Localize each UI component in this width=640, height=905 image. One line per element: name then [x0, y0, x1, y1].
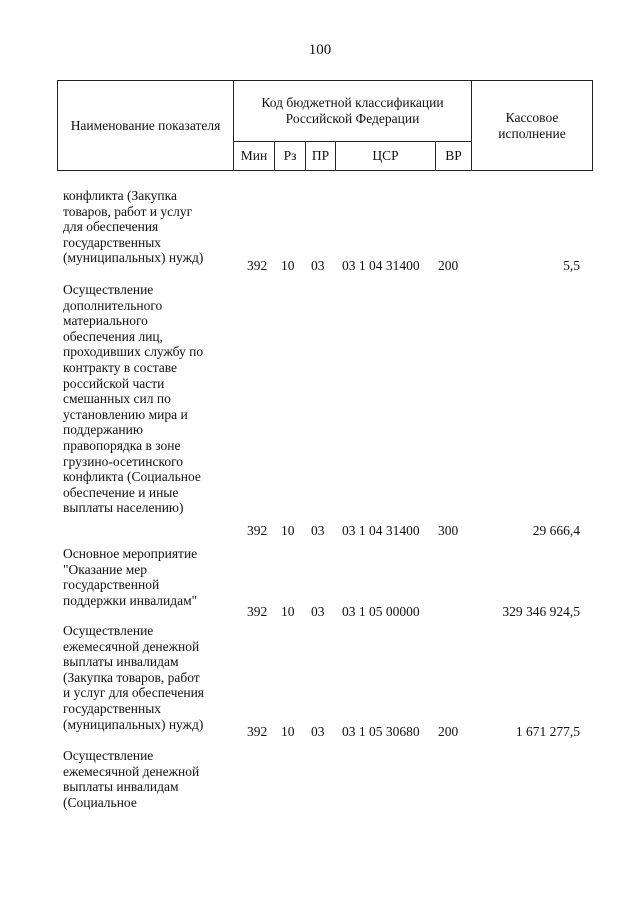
row-name: Основное мероприятие "Оказание мер государственной поддержки инвалидам" [63, 546, 198, 608]
row-name: Осуществление ежемесячной денежной выплаты инвалидам (Закупка товаров, работ и услуг для обеспечения государственных (муниципальных) нужд) [63, 623, 205, 732]
row-rz: 10 [281, 604, 295, 619]
row-csr: 03 1 04 31400 [342, 258, 420, 273]
row-pr: 03 [311, 523, 325, 538]
header-pr: ПР [306, 142, 336, 171]
row-vr: 300 [438, 523, 459, 538]
row-name: Осуществление дополнительного материального обеспечения лиц, проходивших службу по контракту в составе российской части смешанных сил по установлению мира и поддержанию правопорядка в зоне грузино-осетинского конфликта (Социальное обеспечение и иные выплаты населению) [63, 282, 204, 516]
row-amount: 29 666,4 [532, 523, 580, 538]
row-min: 392 [247, 724, 268, 739]
row-csr: 03 1 05 30680 [342, 724, 420, 739]
row-min: 392 [247, 523, 268, 538]
header-rz: Рз [275, 142, 306, 171]
row-rz: 10 [281, 258, 295, 273]
row-rz: 10 [281, 724, 295, 739]
row-csr: 03 1 04 31400 [342, 523, 420, 538]
row-pr: 03 [311, 258, 325, 273]
row-min: 392 [247, 258, 268, 273]
row-min: 392 [247, 604, 268, 619]
row-vr: 200 [438, 724, 459, 739]
row-amount: 5,5 [563, 258, 580, 273]
row-name: конфликта (Закупка товаров, работ и услуг для обеспечения государственных (муниципальных) нужд) [63, 188, 204, 266]
row-name: Осуществление ежемесячной денежной выплаты инвалидам (Социальное [63, 748, 200, 810]
header-min: Мин [234, 142, 275, 171]
row-pr: 03 [311, 724, 325, 739]
row-vr: 200 [438, 258, 459, 273]
row-csr: 03 1 05 00000 [342, 604, 420, 619]
header-name-column: Наименование показателя [58, 81, 234, 171]
page-number: 100 [308, 42, 332, 58]
header-csr: ЦСР [336, 142, 436, 171]
table-header [57, 80, 593, 171]
row-amount: 329 346 924,5 [502, 604, 580, 619]
row-amount: 1 671 277,5 [515, 724, 580, 739]
header-exec-column: Кассовое исполнение [472, 81, 593, 171]
header-vr: ВР [436, 142, 472, 171]
row-pr: 03 [311, 604, 325, 619]
header-code-group: Код бюджетной классификации Российской Федерации [234, 81, 472, 142]
row-rz: 10 [281, 523, 295, 538]
